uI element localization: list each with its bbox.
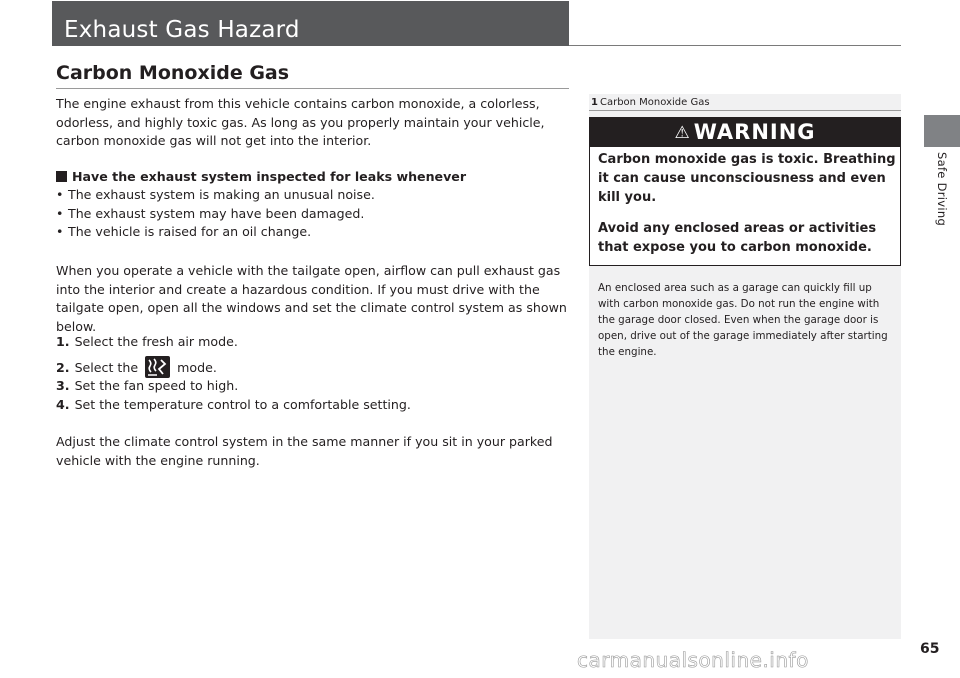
warning-banner-text: WARNING bbox=[693, 120, 816, 144]
sidebar-title-text: Carbon Monoxide Gas bbox=[599, 97, 710, 108]
step-text: mode. bbox=[177, 360, 217, 375]
sidebar-rule bbox=[589, 110, 901, 111]
page-number: 65 bbox=[920, 641, 940, 657]
subheading-text: Have the exhaust system inspected for leaks whenever bbox=[72, 169, 467, 184]
step-number: 2. bbox=[56, 360, 70, 375]
subheading bbox=[56, 168, 466, 186]
section-heading: Carbon Monoxide Gas bbox=[56, 62, 290, 84]
step-text: Set the fan speed to high. bbox=[74, 378, 239, 393]
step-text: Select the bbox=[74, 360, 139, 375]
tailgate-paragraph: When you operate a vehicle with the tailgate open, airflow can pull exhaust gas into the interior and create a hazardous condition. If you must drive with the tailgate open, open all the windows and set the climate control system as shown below. bbox=[56, 263, 567, 334]
section-rule bbox=[56, 88, 569, 89]
warning-triangle-icon: ⚠ bbox=[674, 123, 691, 143]
step-number: 3. bbox=[56, 378, 70, 393]
warning-banner bbox=[590, 118, 900, 147]
step-item bbox=[56, 397, 411, 412]
warning-text: Carbon monoxide gas is toxic. Breathing it can cause unconsciousness and even kill you. bbox=[598, 152, 896, 205]
square-bullet-icon bbox=[56, 171, 67, 182]
step-number: 1. bbox=[56, 334, 70, 349]
warning-box bbox=[589, 117, 901, 266]
list-item: • The exhaust system is making an unusual noise. bbox=[56, 186, 375, 205]
intro-paragraph: The engine exhaust from this vehicle contains carbon monoxide, a colorless, odorless, and highly toxic gas. As long as you properly maintain your vehicle, carbon monoxide gas will not get into the interior. bbox=[56, 96, 545, 148]
side-tab bbox=[924, 115, 960, 147]
side-tab-label: Safe Driving bbox=[935, 152, 949, 227]
warning-text: Avoid any enclosed areas or activities that expose you to carbon monoxide. bbox=[598, 221, 877, 255]
step-item bbox=[56, 378, 238, 393]
page-title: Exhaust Gas Hazard bbox=[64, 17, 300, 43]
parked-paragraph: Adjust the climate control system in the same manner if you sit in your parked vehicle with the engine running. bbox=[56, 434, 553, 468]
list-item: • The vehicle is raised for an oil change. bbox=[56, 223, 375, 242]
bullet-list bbox=[56, 186, 375, 242]
sidebar-note: An enclosed area such as a garage can quickly fill up with carbon monoxide gas. Do not run the engine with the garage door closed. Even when the garage door is open, drive out of the garage immediately after starting the engine. bbox=[598, 282, 888, 358]
step-item bbox=[56, 334, 238, 349]
reference-number: 1 bbox=[591, 97, 598, 108]
step-text: Select the fresh air mode. bbox=[74, 334, 238, 349]
watermark: carmanualsonline.info bbox=[577, 648, 809, 672]
floor-defrost-mode-icon bbox=[145, 356, 170, 378]
title-bar bbox=[52, 1, 569, 46]
step-number: 4. bbox=[56, 397, 70, 412]
step-item bbox=[56, 356, 217, 378]
step-text: Set the temperature control to a comfortable setting. bbox=[74, 397, 411, 412]
sidebar-title bbox=[591, 96, 710, 110]
title-rule bbox=[569, 45, 901, 46]
list-item: • The exhaust system may have been damaged. bbox=[56, 205, 375, 224]
